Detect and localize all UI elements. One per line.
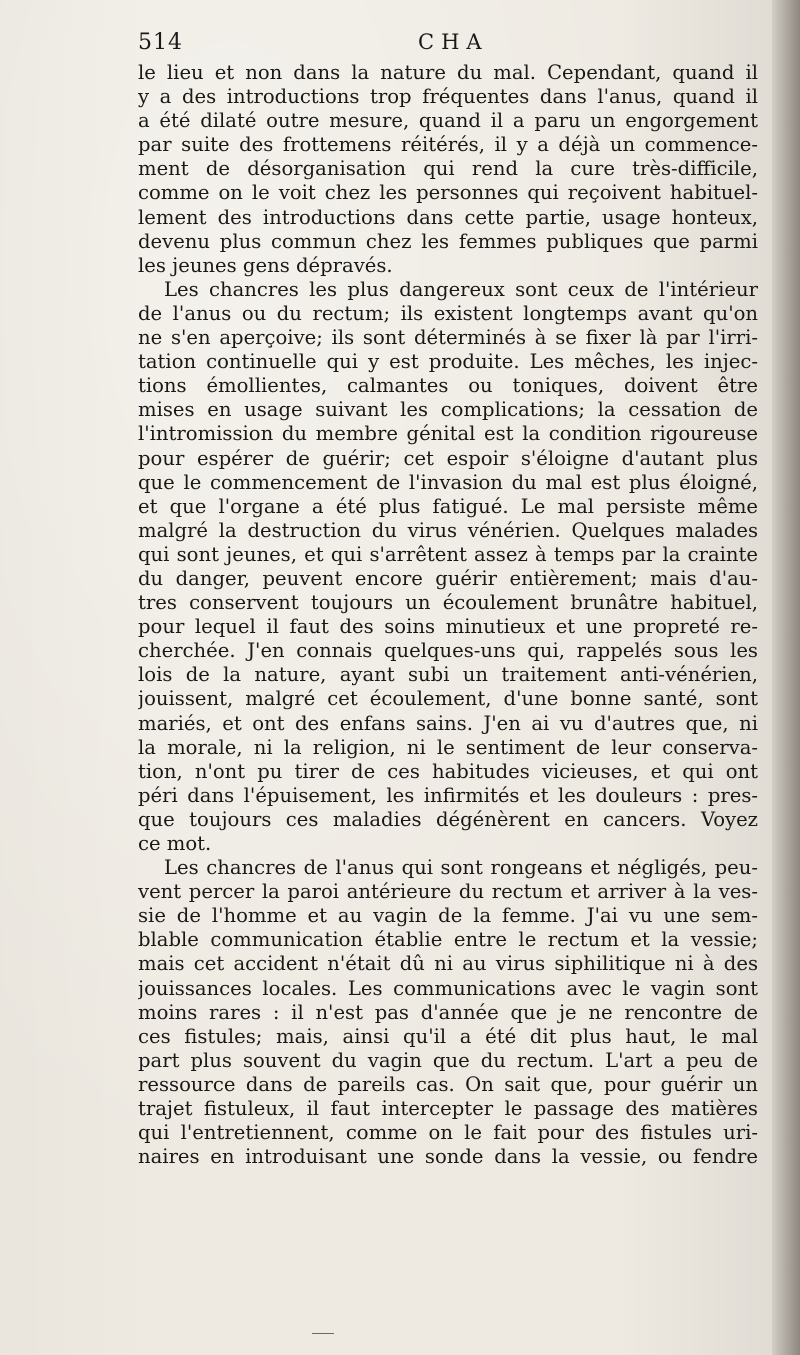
text-line: jouissances locales. Les communications avec le vagin sont xyxy=(138,976,758,1000)
text-line: cherchée. J'en connais quelques-uns qui, rappelés sous les xyxy=(138,639,758,663)
text-line: pour lequel il faut des soins minutieux et une propreté re- xyxy=(138,615,758,639)
text-line: que toujours ces maladies dégénèrent en cancers. Voyez xyxy=(138,807,758,831)
text-line: et que l'organe a été plus fatigué. Le mal persiste même xyxy=(138,494,758,518)
text-line: y a des introductions trop fréquentes dans l'anus, quand il xyxy=(138,85,758,109)
text-line: de l'anus ou du rectum; ils existent longtemps avant qu'on xyxy=(138,301,758,325)
text-line: tres conservent toujours un écoulement brunâtre habituel, xyxy=(138,591,758,615)
text-line: part plus souvent du vagin que du rectum. L'art a peu de xyxy=(138,1048,758,1072)
text-line: malgré la destruction du virus vénérien. Quelques malades xyxy=(138,518,758,542)
body-text xyxy=(138,61,758,1169)
text-line: trajet fistuleux, il faut intercepter le passage des matières xyxy=(138,1097,758,1121)
text-line: du danger, peuvent encore guérir entièrement; mais d'au- xyxy=(138,566,758,590)
text-line: mariés, et ont des enfans sains. J'en ai vu d'autres que, ni xyxy=(138,711,758,735)
text-line: vent percer la paroi antérieure du rectum et arriver à la ves- xyxy=(138,880,758,904)
text-line: mais cet accident n'était dû ni au virus siphilitique ni à des xyxy=(138,952,758,976)
text-line: les jeunes gens dépravés. xyxy=(138,253,393,277)
text-line: a été dilaté outre mesure, quand il a paru un engorgement xyxy=(138,109,758,133)
text-line: tions émollientes, calmantes ou toniques, doivent être xyxy=(138,374,758,398)
text-line: péri dans l'épuisement, les infirmités et les douleurs : pres- xyxy=(138,783,758,807)
text-line: tion, n'ont pu tirer de ces habitudes vicieuses, et qui ont xyxy=(138,759,758,783)
text-line: mises en usage suivant les complications; la cessation de xyxy=(138,398,758,422)
text-line: pour espérer de guérir; cet espoir s'éloigne d'autant plus xyxy=(138,446,758,470)
text-line: blable communication établie entre le rectum et la vessie; xyxy=(138,928,758,952)
running-head xyxy=(138,30,758,60)
text-line: tation continuelle qui y est produite. Les mêches, les injec- xyxy=(138,350,758,374)
text-line: ment de désorganisation qui rend la cure très-difficile, xyxy=(138,157,758,181)
text-line: naires en introduisant une sonde dans la vessie, ou fendre xyxy=(138,1145,758,1169)
text-line: l'intromission du membre génital est la condition rigoureuse xyxy=(138,422,758,446)
text-line: sie de l'homme et au vagin de la femme. J'ai vu une sem- xyxy=(138,904,758,928)
printer-mark xyxy=(312,1333,334,1334)
text-line: ressource dans de pareils cas. On sait que, pour guérir un xyxy=(138,1072,758,1096)
text-line: le lieu et non dans la nature du mal. Cependant, quand il xyxy=(138,61,758,84)
page-edge-shadow xyxy=(772,0,800,1355)
text-line: lement des introductions dans cette partie, usage honteux, xyxy=(138,205,758,229)
text-line: devenu plus commun chez les femmes publiques que parmi xyxy=(138,229,758,253)
text-line: Les chancres de l'anus qui sont rongeans et négligés, peu- xyxy=(164,856,758,880)
text-line: par suite des frottemens réitérés, il y a déjà un commence- xyxy=(138,133,758,157)
text-line: comme on le voit chez les personnes qui reçoivent habituel- xyxy=(138,181,758,205)
text-line: moins rares : il n'est pas d'année que je ne rencontre de xyxy=(138,1000,758,1024)
text-line: qui l'entretiennent, comme on le fait pour des fistules uri- xyxy=(138,1121,758,1145)
text-line: la morale, ni la religion, ni le sentiment de leur conserva- xyxy=(138,735,758,759)
text-line: que le commencement de l'invasion du mal est plus éloigné, xyxy=(138,470,758,494)
text-line: qui sont jeunes, et qui s'arrêtent assez à temps par la crainte xyxy=(138,542,758,566)
text-line: ce mot. xyxy=(138,832,212,855)
text-line: ne s'en aperçoive; ils sont déterminés à se fixer là par l'irri- xyxy=(138,326,758,350)
page-number: 514 xyxy=(138,30,183,55)
text-line: jouissent, malgré cet écoulement, d'une bonne santé, sont xyxy=(138,687,758,711)
running-head-title: CHA xyxy=(418,30,489,54)
text-line: ces fistules; mais, ainsi qu'il a été dit plus haut, le mal xyxy=(138,1024,758,1048)
text-line: lois de la nature, ayant subi un traitement anti-vénérien, xyxy=(138,663,758,687)
text-line: Les chancres les plus dangereux sont ceux de l'intérieur xyxy=(164,277,758,301)
